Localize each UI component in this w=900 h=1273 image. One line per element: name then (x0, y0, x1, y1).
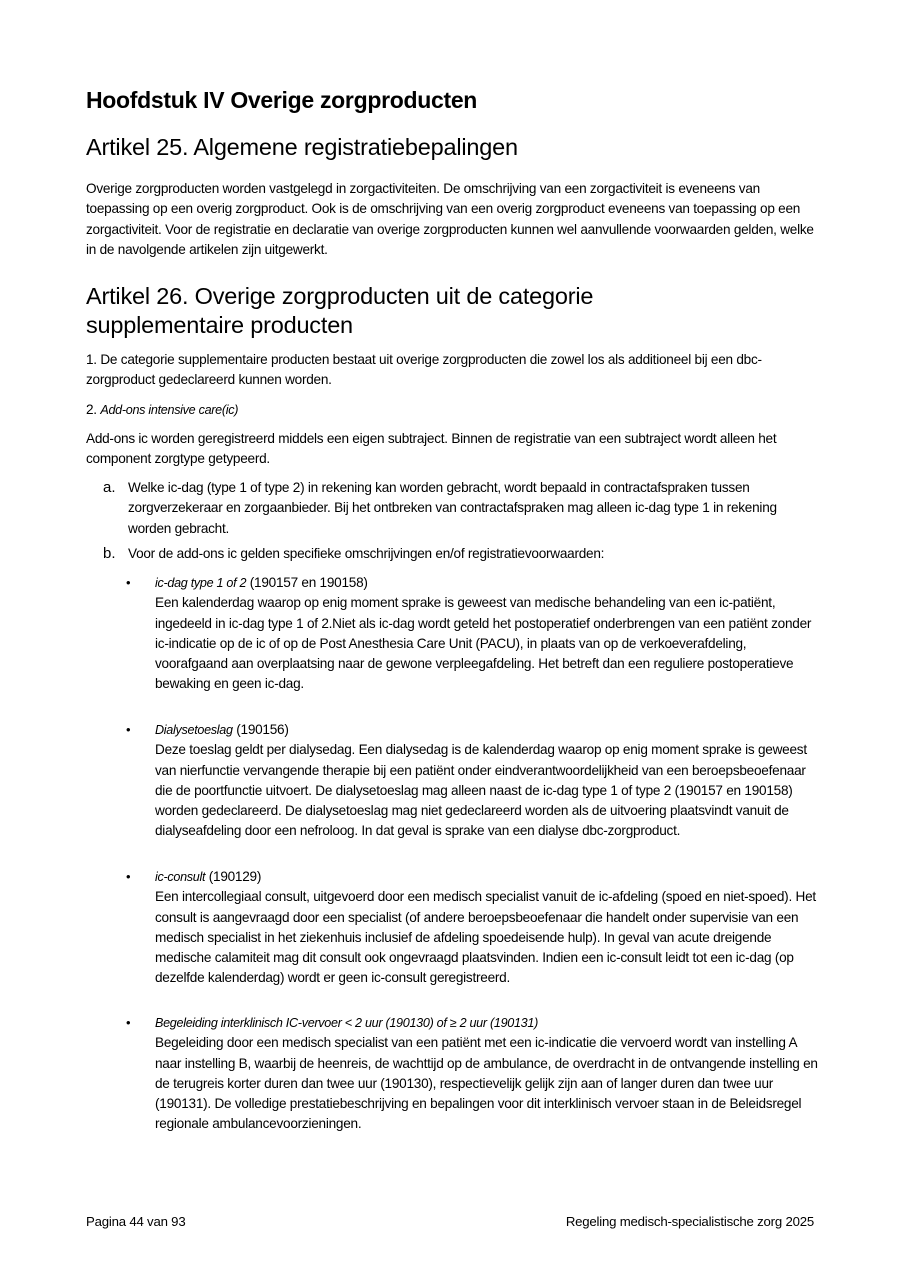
bullet-title-italic: Dialysetoeslag (155, 723, 233, 737)
bullet-title (155, 573, 819, 593)
bullet-title (155, 1013, 819, 1033)
article-26-paragraph-2-heading (86, 400, 816, 420)
article-25-body: Overige zorgproducten worden vastgelegd in zorgactiviteiten. De omschrijving van een zorgactiviteit is eveneens van toepassing op een overig zorgproduct. Ook is de omschrijving van een overig zorgproduct eveneens van toepassing op een zorgactiviteit. Voor de registratie en declaratie van overige zorgproducten kunnen wel aanvullende voorwaarden gelden, welke in de navolgende artikelen zijn uitgewerkt. (86, 181, 814, 257)
article-26-title-line1: Artikel 26. Overige zorgproducten uit de categorie (86, 283, 594, 309)
article-26-title-line2: supplementaire producten (86, 312, 353, 338)
bullet-body (155, 720, 819, 842)
list-marker: b. (103, 545, 116, 562)
chapter-title: Hoofdstuk IV Overige zorgproducten (86, 87, 478, 113)
bullet-title-code: (190156) (232, 722, 289, 737)
article-26-paragraph-3: Add-ons ic worden geregistreerd middels een eigen subtraject. Binnen de registratie van een subtraject wordt alleen het component zorgtype getypeerd. (86, 431, 777, 467)
bullet-text: Een kalenderdag waarop op enig moment sprake is geweest van medische behandeling van een ic-patiënt, ingedeeld in ic-dag type 1 of 2.Niet als ic-dag wordt geteld het postoperatief onderbrengen van een patiënt zonder ic-indicatie op de ic of op de Post Anesthesia Care Unit (PACU), in plaats van op de verkoeverafdeling, voorafgaand aan overplaatsing naar de gewone verpleegafdeling. Het betreft dan een reguliere postoperatieve bewaking en geen ic-dag. (155, 595, 812, 692)
list-item-text: Welke ic-dag (type 1 of type 2) in rekening kan worden gebracht, wordt bepaald in contractafspraken tussen zorgverzekeraar en zorgaanbieder. Bij het ontbreken van contractafspraken mag alleen ic-dag type 1 in rekening worden gebracht. (128, 480, 777, 536)
paragraph-number: 2. (86, 402, 97, 417)
bullet-body (155, 1013, 819, 1135)
bullet-icon: • (126, 1015, 131, 1030)
bullet-title-italic: ic-dag type 1 of 2 (155, 576, 247, 590)
bullet-body (155, 867, 819, 989)
bullet-title-italic: ic-consult (155, 870, 206, 884)
bullet-icon: • (126, 869, 131, 884)
footer-document-title: Regeling medisch-specialistische zorg 2025 (565, 1214, 814, 1229)
list-item-b (86, 544, 858, 564)
bullet-icon: • (126, 722, 131, 737)
list-marker: a. (103, 479, 116, 496)
bullet-text: Begeleiding door een medisch specialist van een patiënt met een ic-indicatie die vervoerd wordt van instelling A naar instelling B, waarbij de heenreis, de wachttijd op de ambulance, de overdracht in de ontvangende instelling en de terugreis korter duren dan twee uur (190130), respectievelijk gelijk zijn aan of langer duren dan twee uur (190131). De volledige prestatiebeschrijving en bepalingen voor dit interklinisch vervoer staan in de Beleidsregel regionale ambulancevoorzieningen. (155, 1035, 818, 1132)
article-26-title (86, 282, 593, 340)
paragraph-heading-italic: Add-ons intensive care(ic) (100, 403, 239, 417)
article-25-title: Artikel 25. Algemene registratiebepalingen (86, 134, 518, 160)
list-item-a (86, 478, 858, 539)
bullet-title-italic: Begeleiding interklinisch IC-vervoer < 2 uur (190130) of ≥ 2 uur (190131) (155, 1016, 538, 1030)
bullet-title-code: (190129) (205, 869, 262, 884)
bullet-text: Deze toeslag geldt per dialysedag. Een dialysedag is de kalenderdag waarop op enig moment sprake is geweest van nierfunctie vervangende therapie bij een patiënt onder eindverantwoordelijkheid van een beroepsbeoefenaar die de poortfunctie uitvoert. De dialysetoeslag mag alleen naast de ic-dag type 1 of type 2 (190157 en 190158) worden gedeclareerd. De dialysetoeslag mag niet gedeclareerd worden als de uitvoering plaatsvindt vanuit de dialyseafdeling door een nefroloog. In dat geval is sprake van een dialyse dbc-zorgproduct. (155, 742, 807, 839)
bullet-title (155, 867, 819, 887)
bullet-title-code: (190157 en 190158) (246, 575, 368, 590)
bullet-body (155, 573, 819, 695)
bullet-text: Een intercollegiaal consult, uitgevoerd door een medisch specialist vanuit de ic-afdeling (spoed en niet-spoed). Het consult is aangevraagd door een specialist (of andere beroepsbeoefenaar die handelt onder supervisie van een medisch specialist in het ziekenhuis inclusief de afdeling spoedeisende hulp). In geval van acute dreigende medische calamiteit mag dit consult ook ongevraagd plaatsvinden. Indien een ic-consult leidt tot een ic-dag (op dezelfde kalenderdag) wordt er geen ic-consult geregistreerd. (155, 889, 816, 986)
footer-page-number: Pagina 44 van 93 (86, 1214, 186, 1229)
bullet-icon: • (126, 575, 131, 590)
bullet-title (155, 720, 819, 740)
article-26-paragraph-1: 1. De categorie supplementaire producten bestaat uit overige zorgproducten die zowel los als additioneel bij een dbc-zorgproduct gedeclareerd kunnen worden. (86, 352, 762, 388)
list-item-text: Voor de add-ons ic gelden specifieke omschrijvingen en/of registratievoorwaarden: (128, 546, 605, 561)
